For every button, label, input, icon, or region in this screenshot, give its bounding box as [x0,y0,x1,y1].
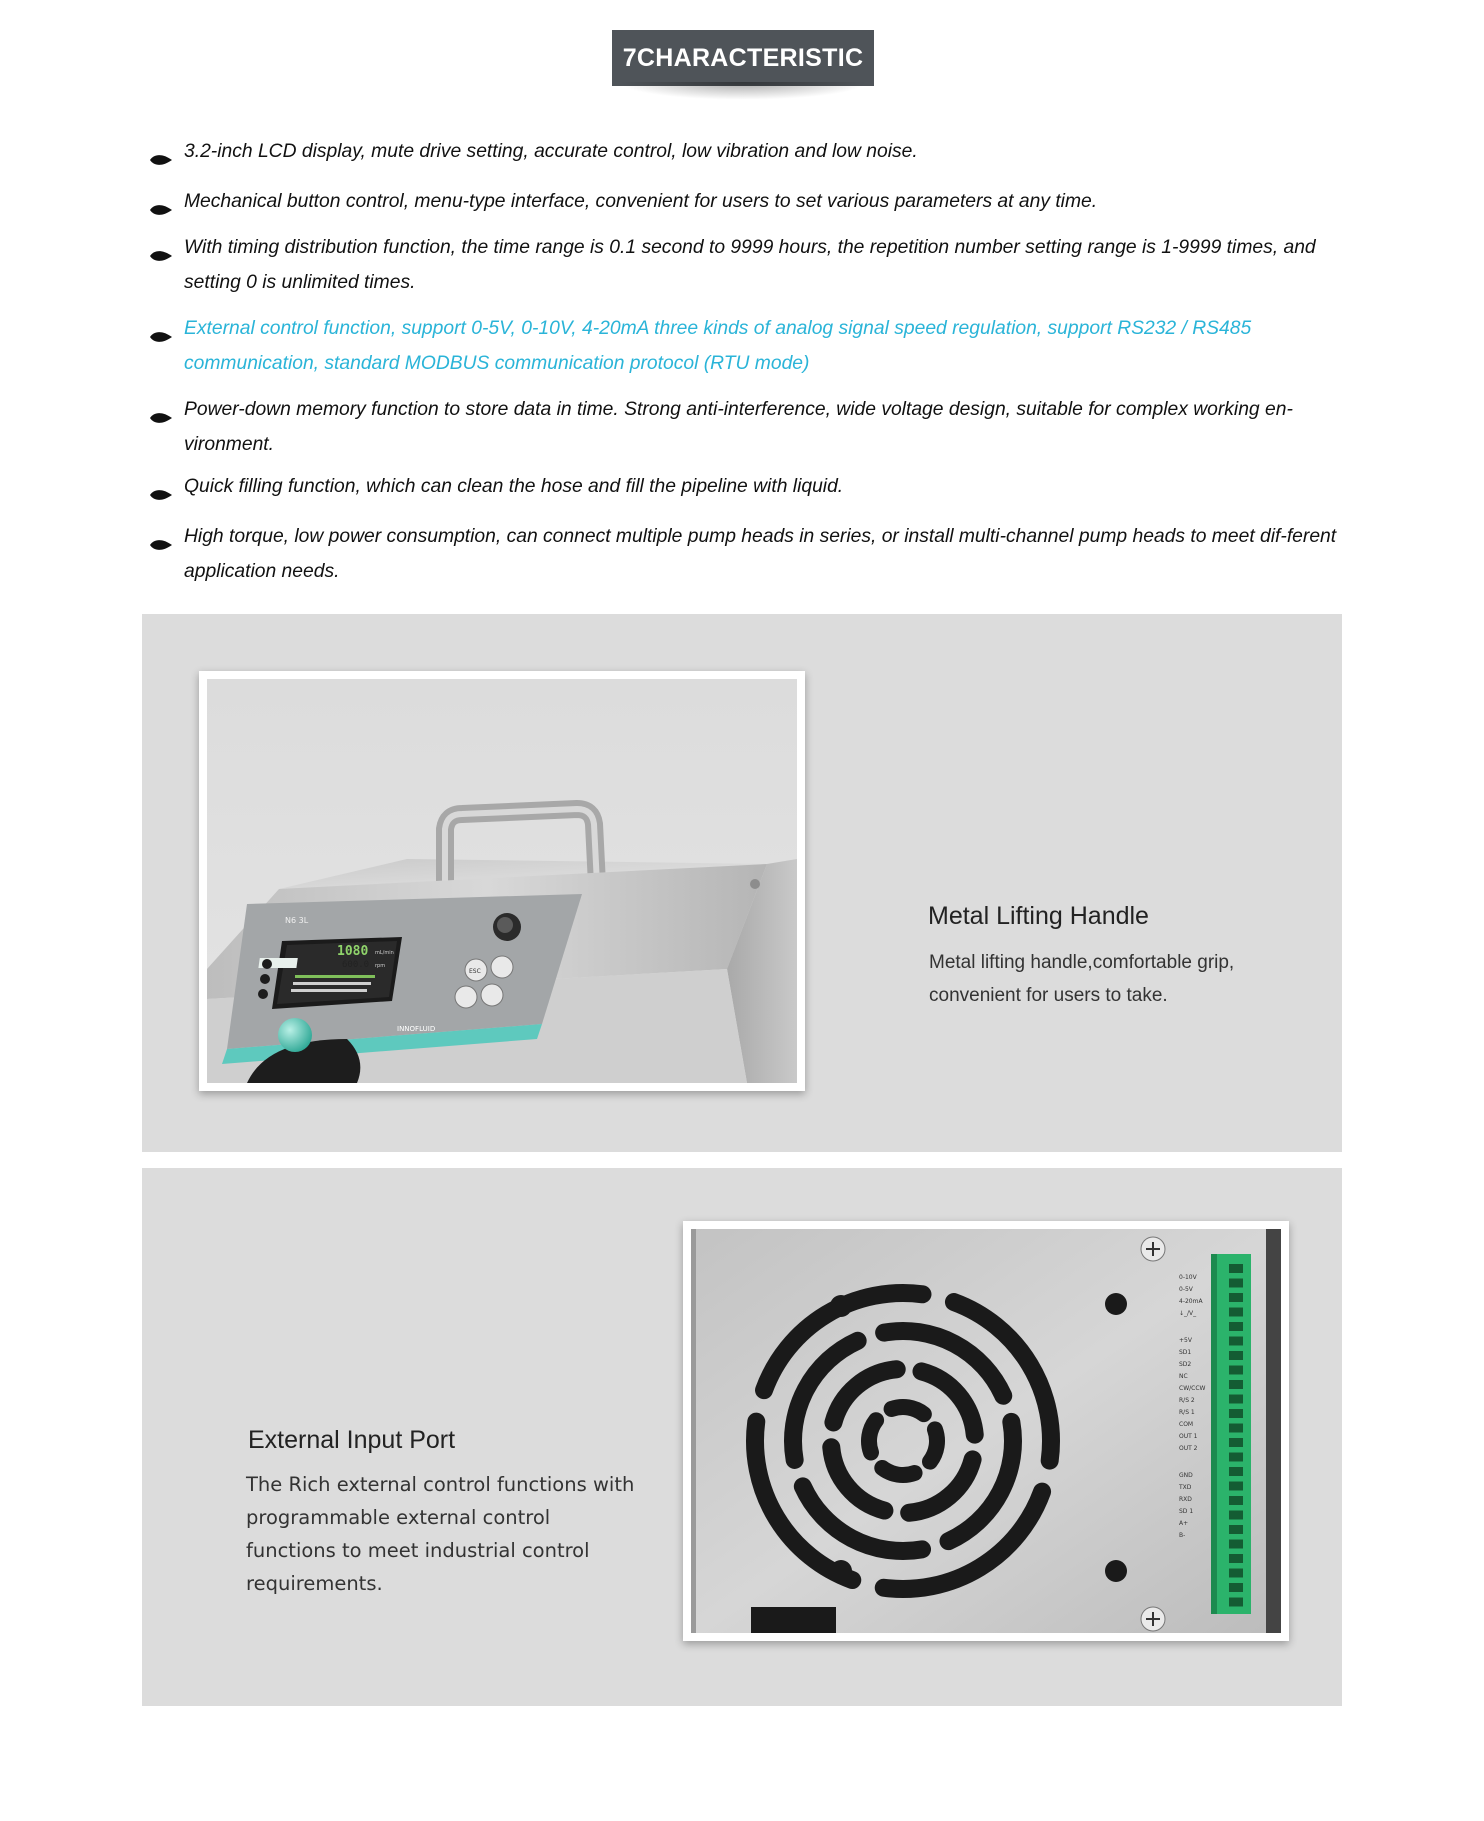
terminal-slot [1229,1496,1243,1505]
terminal-label: GND [1179,1472,1193,1479]
leaf-bullet-icon [150,479,172,493]
characteristic-text: Power-down memory function to store data in time. Strong anti-interference, wide voltage design, suitable for complex working en-vironment. [184,399,1293,455]
terminal-label: B- [1179,1532,1186,1539]
feature-title: Metal Lifting Handle [928,902,1149,930]
characteristic-item-highlighted [148,311,1348,381]
terminal-label: CW/CCW [1179,1385,1206,1392]
characteristic-text: High torque, low power consumption, can connect multiple pump heads in series, or install multi-channel pump heads to meet dif-ferent application needs. [184,526,1337,582]
terminal-slot [1229,1453,1243,1462]
terminal-label: A+ [1179,1520,1189,1527]
characteristics-list [148,134,1348,589]
characteristic-text: 3.2-inch LCD display, mute drive setting, accurate control, low vibration and low noise. [184,141,918,162]
terminal-label: SD2 [1179,1361,1192,1368]
terminal-slot [1229,1308,1243,1317]
lcd-flow-value: 1080 [337,944,369,959]
terminal-label: OUT 1 [1179,1433,1198,1440]
terminal-slot [1229,1525,1243,1534]
leaf-bullet-icon [150,402,172,416]
characteristic-item [148,230,1348,300]
characteristic-item [148,469,1348,504]
terminal-label: R/S 2 [1179,1397,1195,1404]
characteristic-item [148,519,1348,589]
leaf-bullet-icon [150,144,172,158]
characteristic-text: With timing distribution function, the time range is 0.1 second to 9999 hours, the repetition number setting range is 1-9999 times, and setting 0 is unlimited times. [184,237,1316,293]
section-title-badge: 7CHARACTERISTIC [612,30,874,86]
characteristic-text: External control function, support 0-5V, 0-10V, 4-20mA three kinds of analog signal speed regulation, support RS232 / RS485 communication, standard MODBUS communication protocol (RTU mode) [184,318,1252,374]
terminal-label: TXD [1179,1484,1192,1491]
terminal-label: 0-5V [1179,1286,1193,1293]
characteristic-item [148,184,1348,219]
terminal-label: 4-20mA [1179,1298,1203,1305]
leaf-bullet-icon [150,194,172,208]
brand-label: INNOFLUID [397,1025,436,1033]
terminal-label: SD1 [1179,1349,1192,1356]
product-photo-rear-panel [683,1221,1289,1641]
characteristic-text: Mechanical button control, menu-type interface, convenient for users to set various parameters at any time. [184,191,1098,212]
pump-model-label: N6 3L [285,916,309,925]
terminal-label: OUT 2 [1179,1445,1198,1452]
terminal-label: RXD [1179,1496,1192,1503]
terminal-slot [1229,1264,1243,1273]
lcd-speed-value: 600.0 [342,960,370,970]
terminal-slot [1229,1598,1243,1607]
characteristic-text: Quick filling function, which can clean the hose and fill the pipeline with liquid. [184,476,844,497]
leaf-bullet-icon [150,529,172,543]
terminal-slot [1229,1409,1243,1418]
terminal-label: R/S 1 [1179,1409,1195,1416]
terminal-slot [1229,1438,1243,1447]
terminal-label: +5V [1179,1337,1192,1344]
terminal-slot [1229,1583,1243,1592]
terminal-slot [1229,1279,1243,1288]
feature-title: External Input Port [248,1426,456,1454]
terminal-slot [1229,1540,1243,1549]
terminal-slot [1229,1337,1243,1346]
characteristic-item [148,392,1348,462]
terminal-slot [1229,1467,1243,1476]
feature-description: The Rich external control functions with programmable external control functions to meet industrial control requirements. [246,1473,635,1595]
terminal-slot [1229,1293,1243,1302]
terminal-slot [1229,1569,1243,1578]
terminal-label: COM [1179,1421,1194,1428]
leaf-bullet-icon [150,240,172,254]
feature-panel-input-port [142,1168,1342,1706]
terminal-slot [1229,1511,1243,1520]
terminal-label: ↓_/V_ [1179,1310,1197,1317]
terminal-slot [1229,1380,1243,1389]
terminal-slot [1229,1554,1243,1563]
terminal-label: SD 1 [1179,1508,1194,1515]
terminal-slot [1229,1424,1243,1433]
feature-panel-handle [142,614,1342,1152]
characteristic-item [148,134,1348,169]
terminal-slot [1229,1366,1243,1375]
terminal-slot [1229,1482,1243,1491]
section-title-shadow [618,82,868,100]
esc-button-label: ESC [469,968,481,975]
section-title [612,30,874,102]
terminal-slot [1229,1351,1243,1360]
terminal-slot [1229,1322,1243,1331]
lcd-flow-unit: mL/min [375,950,394,956]
leaf-bullet-icon [150,321,172,335]
terminal-slot [1229,1395,1243,1404]
lcd-speed-unit: rpm [375,963,386,969]
terminal-label: NC [1179,1373,1188,1380]
terminal-label: 0-10V [1179,1274,1197,1281]
feature-description: Metal lifting handle,comfortable grip, convenient for users to take. [929,952,1235,1006]
product-photo-handle [199,671,805,1091]
